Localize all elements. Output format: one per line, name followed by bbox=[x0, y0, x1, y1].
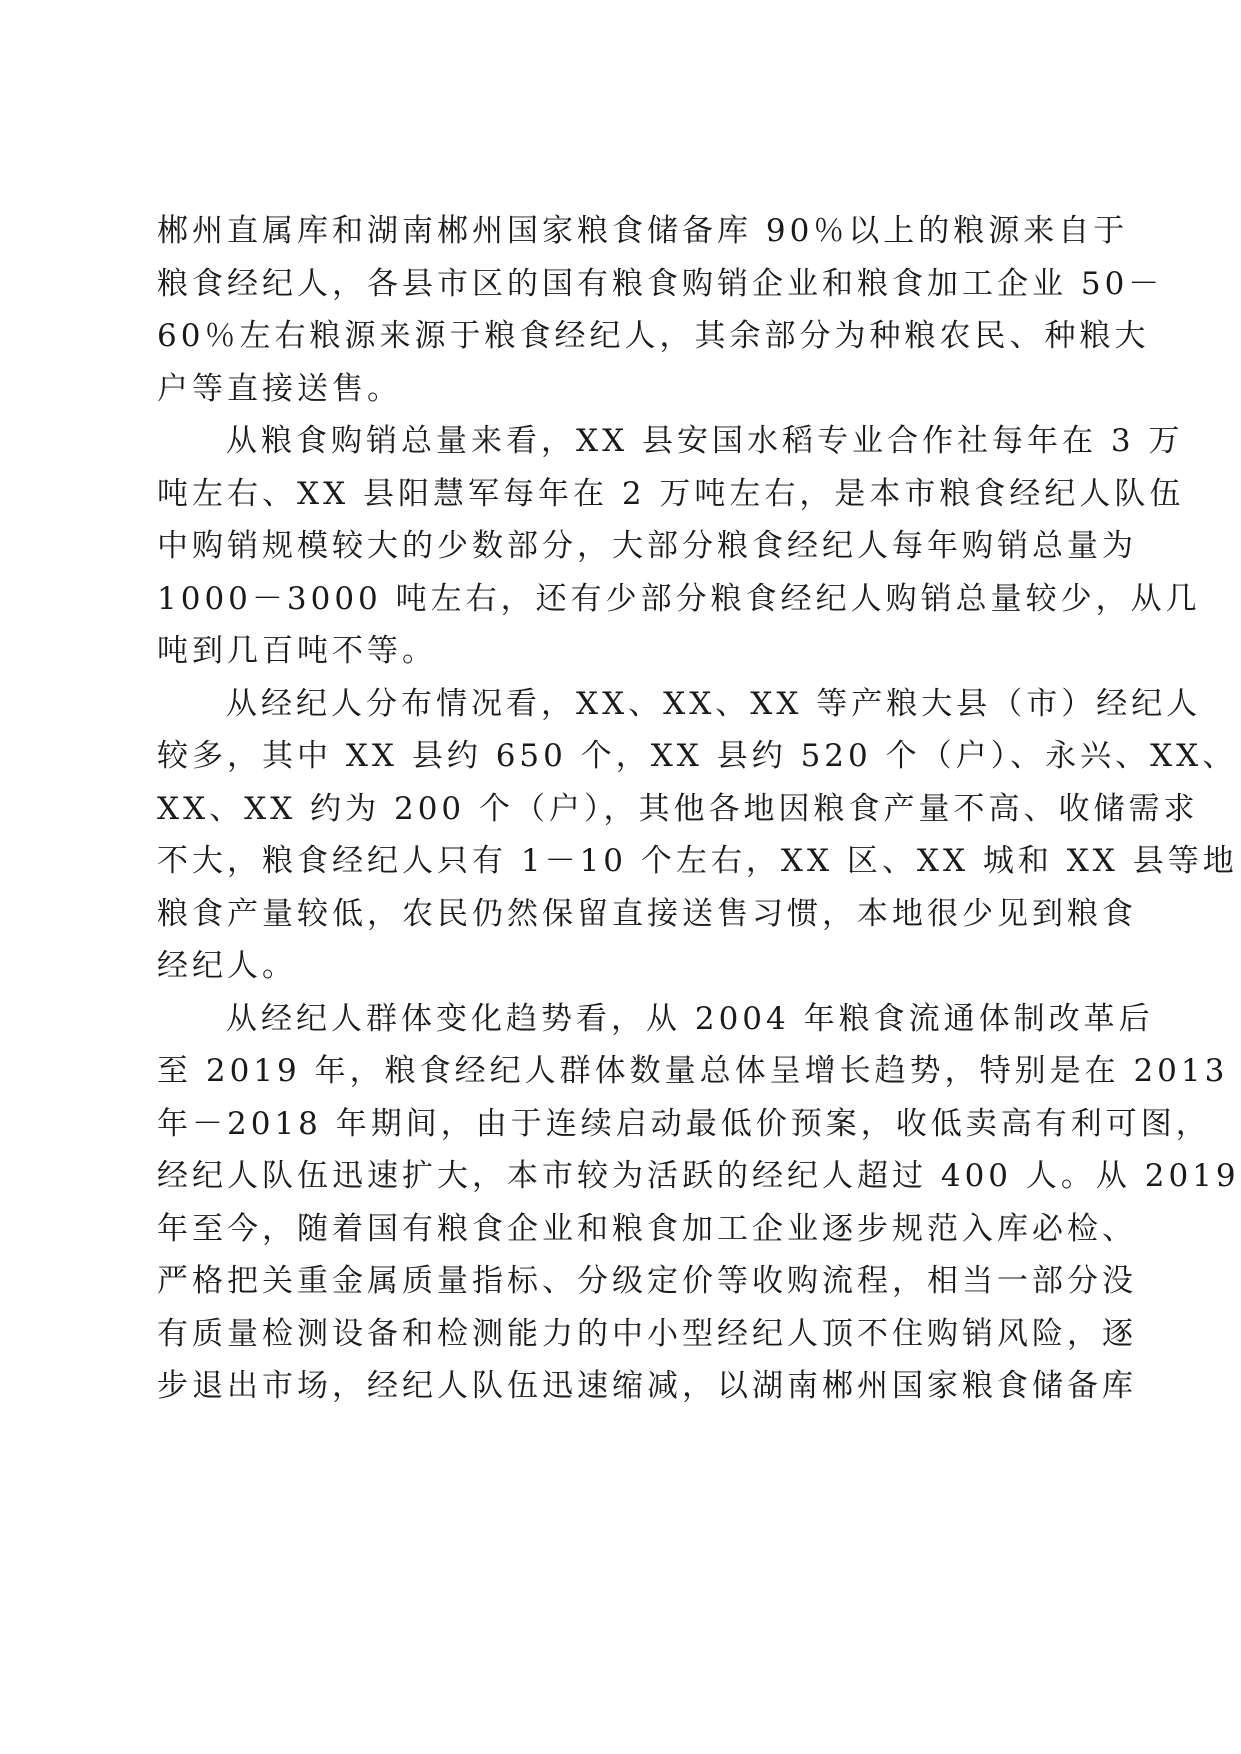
text-line: 郴州直属库和湖南郴州国家粮食储备库 90％以上的粮源来自于 bbox=[157, 213, 1129, 249]
text-line: 1000－3000 吨左右，还有少部分粮食经纪人购销总量较少，从几 bbox=[157, 580, 1201, 617]
text-line: 经纪人。 bbox=[157, 948, 297, 984]
text-line: 至 2019 年，粮食经纪人群体数量总体呈增长趋势，特别是在 2013 bbox=[157, 1053, 1229, 1089]
text-line: 步退出市场，经纪人队伍迅速缩减，以湖南郴州国家粮食储备库 bbox=[157, 1368, 1137, 1404]
text-line: XX、XX 约为 200 个（户），其他各地因粮食产量不高、收储需求 bbox=[157, 790, 1199, 827]
text-line: 从经纪人群体变化趋势看，从 2004 年粮食流通体制改革后 bbox=[226, 1000, 1154, 1037]
text-line: 从粮食购销总量来看，XX 县安国水稻专业合作社每年在 3 万 bbox=[226, 423, 1184, 459]
paragraph bbox=[157, 993, 1240, 1413]
paragraph bbox=[157, 415, 1201, 678]
text-line: 不大，粮食经纪人只有 1－10 个左右，XX 区、XX 城和 XX 县等地 bbox=[157, 843, 1238, 879]
text-line: 粮食经纪人，各县市区的国有粮食购销企业和粮食加工企业 50－ bbox=[157, 265, 1164, 302]
text-line: 从经纪人分布情况看，XX、XX、XX 等产粮大县（市）经纪人 bbox=[226, 685, 1202, 722]
text-line: 年至今，随着国有粮食企业和粮食加工企业逐步规范入库必检、 bbox=[157, 1210, 1137, 1247]
paragraph bbox=[157, 205, 1164, 415]
text-line: 年－2018 年期间，由于连续启动最低价预案，收低卖高有利可图， bbox=[157, 1105, 1211, 1142]
text-line: 经纪人队伍迅速扩大，本市较为活跃的经纪人超过 400 人。从 2019 bbox=[157, 1158, 1240, 1194]
text-line: 60％左右粮源来源于粮食经纪人，其余部分为种粮农民、种粮大 bbox=[157, 318, 1150, 354]
text-line: 严格把关重金属质量指标、分级定价等收购流程，相当一部分没 bbox=[157, 1263, 1137, 1299]
text-line: 较多，其中 XX 县约 650 个，XX 县约 520 个（户）、永兴、XX、 bbox=[157, 738, 1238, 774]
paragraph bbox=[157, 678, 1238, 993]
text-line: 吨到几百吨不等。 bbox=[157, 633, 437, 669]
text-line: 中购销规模较大的少数部分，大部分粮食经纪人每年购销总量为 bbox=[157, 528, 1137, 564]
text-line: 户等直接送售。 bbox=[157, 370, 402, 407]
text-line: 粮食产量较低，农民仍然保留直接送售习惯，本地很少见到粮食 bbox=[157, 895, 1137, 932]
body-text bbox=[157, 205, 1240, 1413]
text-line: 有质量检测设备和检测能力的中小型经纪人顶不住购销风险，逐 bbox=[157, 1315, 1137, 1352]
text-line: 吨左右、XX 县阳慧军每年在 2 万吨左右，是本市粮食经纪人队伍 bbox=[157, 475, 1185, 512]
